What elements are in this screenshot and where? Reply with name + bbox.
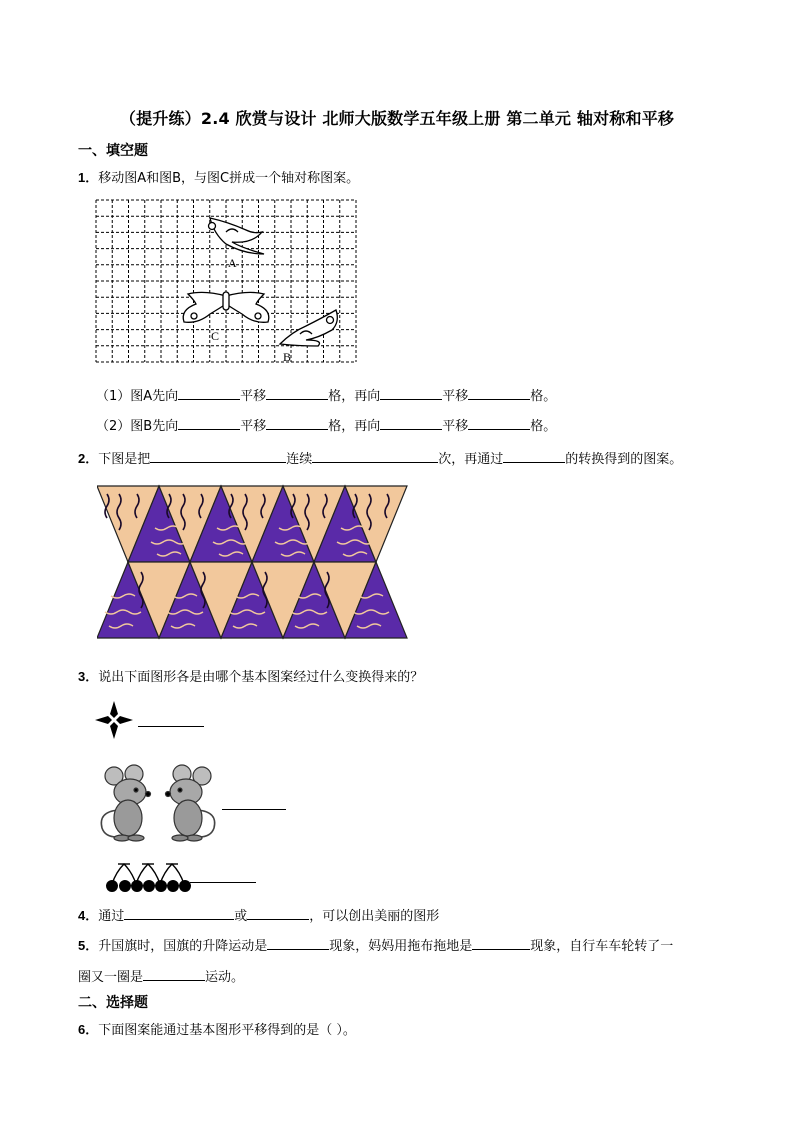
question-1-part-1: [96, 385, 556, 404]
answer-blank[interactable]: [124, 907, 234, 920]
mouse-left: [101, 765, 150, 841]
question-number: 3．: [78, 669, 99, 684]
section-heading-choice: 二、选择题: [78, 995, 148, 1011]
part-1-suffix: 格。: [530, 389, 557, 404]
question-text: 升国旗时，国旗的升降运动是: [98, 939, 268, 954]
question-text: ，可以创出美丽的图形: [309, 909, 440, 924]
answer-blank[interactable]: [266, 417, 328, 430]
question-2: [78, 448, 682, 467]
label-b: B: [283, 350, 292, 364]
question-text: 或: [234, 909, 248, 924]
question-number: 5．: [78, 938, 99, 953]
part-2-text: 格，再向: [328, 419, 381, 434]
question-text: 圈又一圈是: [78, 970, 144, 985]
page-title: （提升练）2.4 欣赏与设计 北师大版数学五年级上册 第二单元 轴对称和平移: [119, 109, 675, 128]
answer-line[interactable]: [190, 882, 256, 883]
answer-blank[interactable]: [266, 387, 328, 400]
question-5-continued: [78, 966, 244, 985]
question-text: 移动图A和图B，与图C拼成一个轴对称图案。: [98, 171, 360, 186]
part-2-text: 平移: [442, 419, 469, 434]
answer-line[interactable]: [138, 726, 204, 727]
part-2-text: 平移: [240, 419, 267, 434]
part-2-suffix: 格。: [530, 419, 557, 434]
two-mice-figure: [96, 764, 220, 842]
question-6: [78, 1019, 356, 1038]
question-text: 下面图案能通过基本图形平移得到的是（ ）。: [98, 1023, 356, 1038]
question-3: [78, 666, 423, 685]
part-1-text: 平移: [442, 389, 469, 404]
answer-blank[interactable]: [178, 387, 240, 400]
question-1: [78, 167, 359, 186]
part-2-prefix: （2）图B先向: [96, 419, 179, 434]
label-a: A: [228, 256, 237, 270]
answer-blank[interactable]: [468, 387, 530, 400]
grid-figure: [92, 196, 362, 370]
part-1-prefix: （1）图A先向: [96, 389, 179, 404]
question-text: 现象，妈妈用拖布拖地是: [329, 939, 473, 954]
tessellation-pattern: [97, 484, 413, 640]
question-number: 4．: [78, 908, 99, 923]
question-number: 1．: [78, 170, 99, 185]
answer-blank[interactable]: [472, 937, 530, 950]
label-c: C: [211, 329, 220, 343]
question-text: 连续: [286, 452, 313, 467]
cherry-pairs: [106, 864, 191, 892]
star-shape: [95, 701, 133, 739]
answer-blank[interactable]: [247, 907, 309, 920]
question-text: 通过: [98, 909, 125, 924]
question-text: 次，再通过: [438, 452, 504, 467]
answer-blank[interactable]: [503, 450, 565, 463]
question-number: 6．: [78, 1022, 99, 1037]
answer-blank[interactable]: [150, 450, 286, 463]
question-4: [78, 905, 439, 924]
answer-blank[interactable]: [267, 937, 329, 950]
question-text: 运动。: [205, 970, 245, 985]
question-1-part-2: [96, 415, 556, 434]
mouse-right: [166, 765, 215, 841]
answer-blank[interactable]: [380, 387, 442, 400]
section-heading-fill-in: 一、填空题: [78, 143, 148, 159]
answer-blank[interactable]: [380, 417, 442, 430]
answer-line[interactable]: [222, 809, 286, 810]
shape-b-half-butterfly: [280, 310, 337, 346]
answer-blank[interactable]: [143, 968, 205, 981]
question-5: [78, 935, 673, 954]
question-text: 现象，自行车车轮转了一: [530, 939, 674, 954]
question-text: 的转换得到的图案。: [565, 452, 683, 467]
part-1-text: 格，再向: [328, 389, 381, 404]
answer-blank[interactable]: [312, 450, 438, 463]
question-text: 说出下面图形各是由哪个基本图案经过什么变换得来的？: [98, 670, 424, 685]
answer-blank[interactable]: [178, 417, 240, 430]
question-text: 下图是把: [98, 452, 151, 467]
pattern-triangles: [97, 486, 407, 638]
four-point-star-figure: [94, 700, 134, 740]
answer-blank[interactable]: [468, 417, 530, 430]
cherries-figure: [104, 858, 192, 894]
question-number: 2．: [78, 451, 99, 466]
part-1-text: 平移: [240, 389, 267, 404]
